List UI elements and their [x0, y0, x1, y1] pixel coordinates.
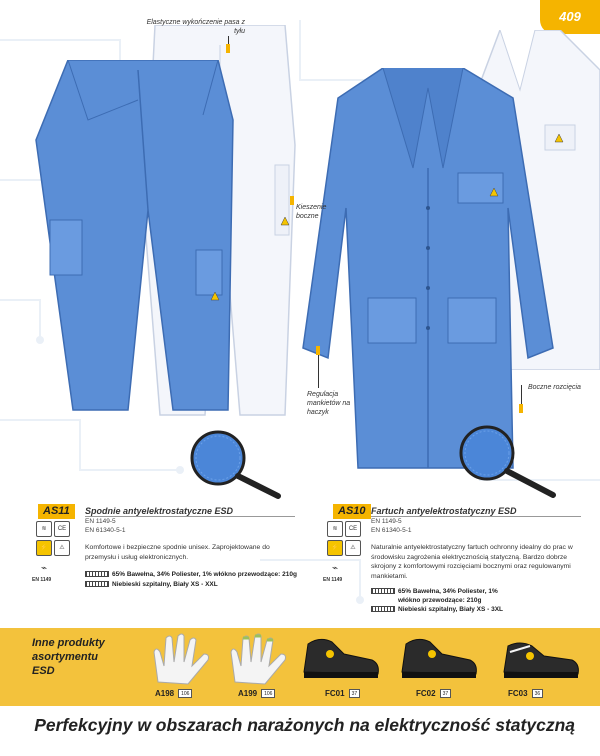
fabric-spec-continued: włókno przewodzące: 210g — [398, 597, 482, 604]
callout-side-slits-marker — [519, 404, 523, 413]
callout-adjustable-hook-line — [318, 350, 319, 388]
accessory-page: 37 — [440, 689, 452, 698]
blue-trousers-image — [28, 60, 238, 415]
callout-side-slits: Boczne rozcięcia — [528, 384, 581, 391]
glove-image — [148, 632, 220, 687]
product-title: Fartuch antyelektrostatyczny ESD — [371, 506, 581, 517]
ce-mark-icon: CE — [345, 521, 361, 537]
fabric-icon — [85, 571, 109, 577]
callout-side-pockets: Kieszenie boczne — [296, 204, 327, 220]
glove-image — [225, 632, 297, 687]
colour-size-icon — [371, 606, 395, 612]
product-standard: EN 1149-5 — [371, 518, 402, 525]
accessories-title-line: ESD — [32, 665, 55, 677]
accessory-item — [416, 688, 451, 699]
warning-icon: ⚠ — [54, 540, 70, 556]
en1149-cert-icon: ≋ — [36, 521, 52, 537]
accessories-title-line: Inne produkty — [32, 637, 105, 649]
callout-adjustable-hook-marker — [316, 346, 320, 355]
fabric-magnifier-left — [188, 428, 284, 500]
electrostatic-symbol-icon: ⌁ — [36, 562, 52, 578]
fabric-icon — [371, 588, 395, 594]
product-code-badge: AS10 — [333, 504, 371, 519]
accessory-item — [238, 688, 275, 699]
product-standard: EN 61340-5-1 — [371, 527, 412, 534]
product-description: Komfortowe i bezpieczne spodnie unisex. Zaprojektowane do przemysłu i usług elektronicznych. — [85, 544, 270, 561]
product-title: Spodnie antyelektrostatyczne ESD — [85, 506, 295, 517]
colors-sizes-text: Niebieski szpitalny, Biały XS - XXL — [112, 581, 218, 588]
colors-sizes-text: Niebieski szpitalny, Biały XS - 3XL — [398, 606, 503, 613]
accessories-title — [32, 636, 105, 678]
callout-waistband-marker — [226, 44, 230, 53]
symbol-label: EN 1149 — [32, 577, 52, 583]
colour-size-icon — [85, 581, 109, 587]
fabric-text: 65% Bawełna, 34% Poliester, 1% włókno przewodzące: 210g — [112, 571, 297, 578]
fabric-spec — [85, 570, 305, 579]
accessory-item — [508, 688, 543, 699]
page-number: 409 — [540, 0, 600, 34]
fabric-text-line1: 65% Bawełna, 34% Poliester, 1% — [398, 588, 498, 595]
accessory-code: A198 — [155, 689, 175, 698]
accessory-page: 106 — [261, 689, 275, 698]
accessory-item — [325, 688, 360, 699]
product-code-badge: AS11 — [38, 504, 75, 519]
colors-sizes-spec — [371, 605, 581, 614]
ce-mark-icon: CE — [54, 521, 70, 537]
accessory-code: FC02 — [416, 689, 436, 698]
symbol-label: EN 1149 — [323, 577, 343, 583]
accessory-page: 37 — [349, 689, 361, 698]
callout-adjustable-hook: Regulacja mankietów na haczyk — [307, 391, 351, 416]
colors-sizes-spec — [85, 580, 305, 589]
callout-waistband: Elastyczne wykończenie pasa z tyłu — [146, 19, 245, 35]
accessory-page: 106 — [178, 689, 192, 698]
esd-symbol-icon: ⚡ — [327, 540, 343, 556]
product-description: Naturalnie antyelektrostatyczny fartuch ochronny idealny do prac w środowisku zagrożenia elektrycznością statyczną. Bardzo dobrze skrojony z komfortowymi rozcięciami bocznymi oraz regulowanymi mankietami. — [371, 544, 573, 580]
shoe-image — [500, 632, 582, 684]
accessory-item — [155, 688, 192, 699]
accessory-page: 36 — [532, 689, 544, 698]
esd-symbol-icon: ⚡ — [36, 540, 52, 556]
footer-tagline: Perfekcyjny w obszarach narażonych na elektryczność statyczną — [34, 715, 575, 735]
fabric-magnifier-right — [455, 423, 560, 498]
shoe-image — [300, 632, 382, 684]
fabric-spec — [371, 587, 581, 596]
product-standard: EN 1149-5 — [85, 518, 116, 525]
shoe-image — [398, 632, 480, 684]
callout-side-pockets-marker — [290, 196, 294, 205]
electrostatic-symbol-icon: ⌁ — [327, 562, 343, 578]
warning-icon: ⚠ — [345, 540, 361, 556]
accessory-code: A199 — [238, 689, 258, 698]
accessory-code: FC01 — [325, 689, 345, 698]
product-standard: EN 61340-5-1 — [85, 527, 126, 534]
accessory-code: FC03 — [508, 689, 528, 698]
accessories-title-line: asortymentu — [32, 651, 99, 663]
en1149-cert-icon: ≋ — [327, 521, 343, 537]
